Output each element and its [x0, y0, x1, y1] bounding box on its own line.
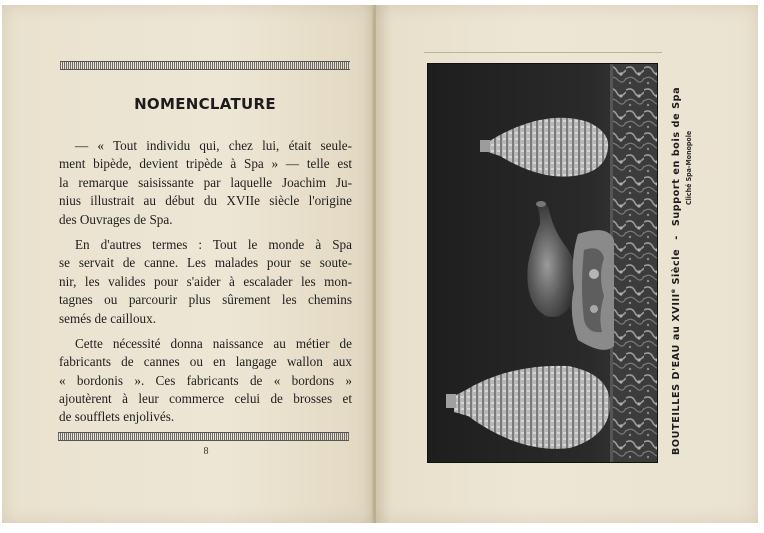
page-number: 8 — [203, 446, 209, 457]
top-hairline — [424, 52, 662, 53]
text-line: En d'autres termes : Tout le monde à Spa — [75, 236, 352, 252]
top-ornamental-rule — [60, 61, 350, 70]
text-line: tagnes ou parcourir plus sûrement les chemins — [59, 292, 352, 308]
text-line: Cette nécessité donna naissance au métier de — [75, 335, 352, 351]
caption-title-part: Support en bois de Spa — [671, 86, 683, 227]
wooden-support — [572, 230, 614, 350]
caption-title — [666, 87, 682, 455]
photo-caption — [666, 87, 696, 455]
caption-title-part: BOUTEILLES D'EAU au XVIII — [671, 293, 683, 455]
text-line: se servait de canne. Les malades pour se soute- — [59, 255, 352, 271]
text-line: nius illustrait au début du XVIIe siècle l'origine — [59, 193, 352, 209]
photo-illustration — [428, 64, 657, 462]
water-bottles-photograph — [427, 63, 658, 463]
text-line: nir, les valides pour s'aider à escalader les mon- — [59, 273, 352, 289]
caption-separator: - — [671, 235, 683, 240]
text-line: la remarque saisissante par laquelle Joachim Ju- — [59, 174, 352, 190]
right-page — [376, 5, 758, 523]
text-line: semés de cailloux. — [59, 310, 157, 326]
text-line: ajoutèrent à leur commerce celui de brosses et — [59, 391, 352, 407]
caption-superscript: e — [670, 288, 677, 294]
book-spread — [0, 5, 760, 525]
page-heading: NOMENCLATURE — [134, 95, 276, 113]
text-line: — « Tout individu qui, chez lui, était seule- — [75, 138, 352, 153]
text-line: ment bipède, devient tripède à Spa » — telle est — [59, 156, 352, 172]
body-text — [59, 137, 352, 427]
caption-title-part: Siècle — [671, 248, 683, 289]
bottom-ornamental-rule — [58, 432, 349, 441]
left-page — [2, 5, 374, 523]
text-line: des Ouvrages de Spa. — [59, 211, 173, 227]
photo-credit: Cliché Spa-Monopole — [685, 130, 693, 205]
text-line: fabricants de cannes ou en langage wallon aux — [59, 354, 352, 370]
text-line: de soufflets enjolivés. — [59, 409, 175, 425]
text-line: « bordonis ». Ces fabricants de « bordons » — [59, 372, 352, 388]
